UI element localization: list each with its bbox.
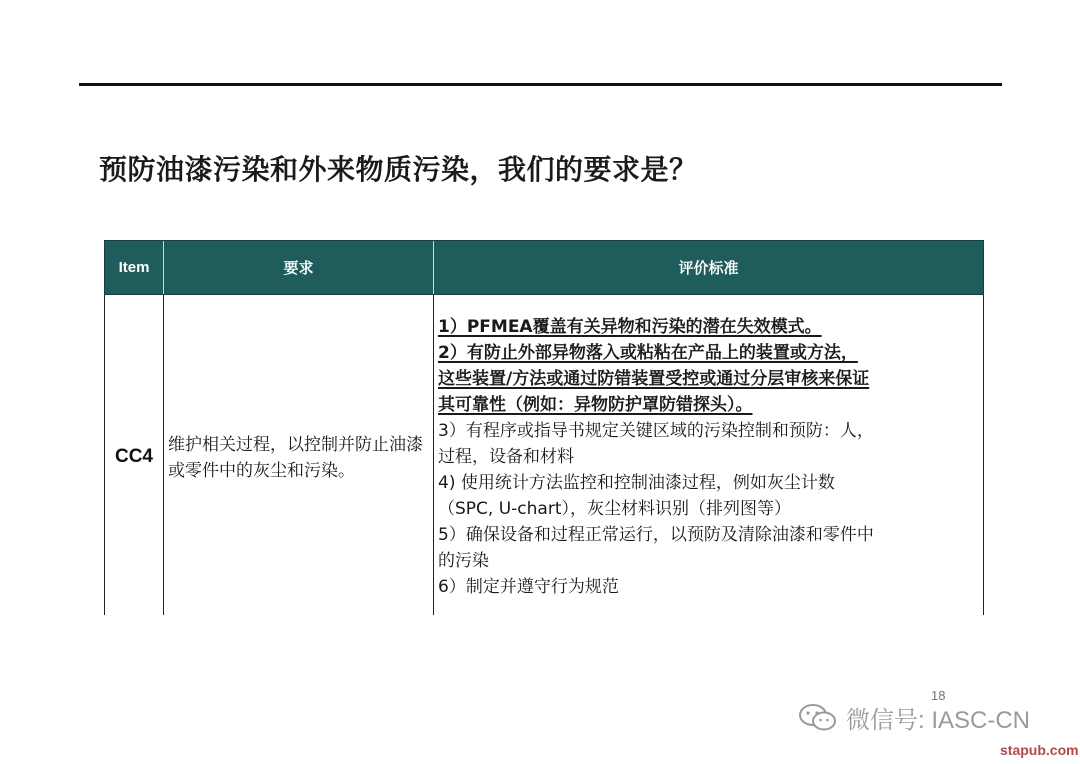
item-code: CC4 [114, 446, 153, 467]
criteria-list [438, 314, 977, 600]
criteria-line: 这些装置/方法或通过防错装置受控或通过分层审核来保证 [438, 369, 870, 389]
header-requirement: 要求 [163, 241, 433, 294]
slide-title: 预防油漆污染和外来物质污染，我们的要求是？ [99, 153, 698, 186]
page-number: 18 [931, 688, 946, 703]
site-watermark: stapub.com [1000, 742, 1079, 758]
criteria-line: 4) 使用统计方法监控和控制油漆过程，例如灰尘计数 [438, 473, 835, 493]
criteria-line: 2）有防止外部异物落入或粘粘在产品上的装置或方法， [438, 343, 858, 363]
top-divider [79, 83, 1002, 86]
wechat-icon [798, 703, 838, 733]
criteria-line: 6）制定并遵守行为规范 [438, 577, 619, 597]
criteria-cell [433, 295, 983, 615]
criteria-line: 的污染 [438, 551, 489, 571]
requirement-text: 维护相关过程，以控制并防止油漆或零件中的灰尘和污染。 [168, 435, 423, 481]
criteria-line: 5）确保设备和过程正常运行，以预防及清除油漆和零件中 [438, 525, 874, 545]
header-criteria: 评价标准 [433, 241, 983, 294]
criteria-line: 3）有程序或指导书规定关键区域的污染控制和预防：人， [438, 421, 874, 441]
criteria-line: 过程，设备和材料 [438, 447, 574, 467]
item-cell [105, 295, 163, 615]
requirement-cell [163, 295, 433, 615]
criteria-line: 1）PFMEA覆盖有关异物和污染的潜在失效模式。 [438, 317, 822, 337]
wechat-watermark [798, 700, 1030, 735]
table-row [104, 295, 984, 615]
table-header-row [104, 240, 984, 295]
criteria-line: （SPC, U-chart），灰尘材料识别（排列图等） [438, 499, 791, 519]
requirements-table [104, 240, 984, 615]
header-item: Item [118, 259, 150, 276]
criteria-line: 其可靠性（例如：异物防护罩防错探头）。 [438, 395, 753, 415]
wechat-label: 微信号: IASC-CN [846, 707, 1031, 734]
